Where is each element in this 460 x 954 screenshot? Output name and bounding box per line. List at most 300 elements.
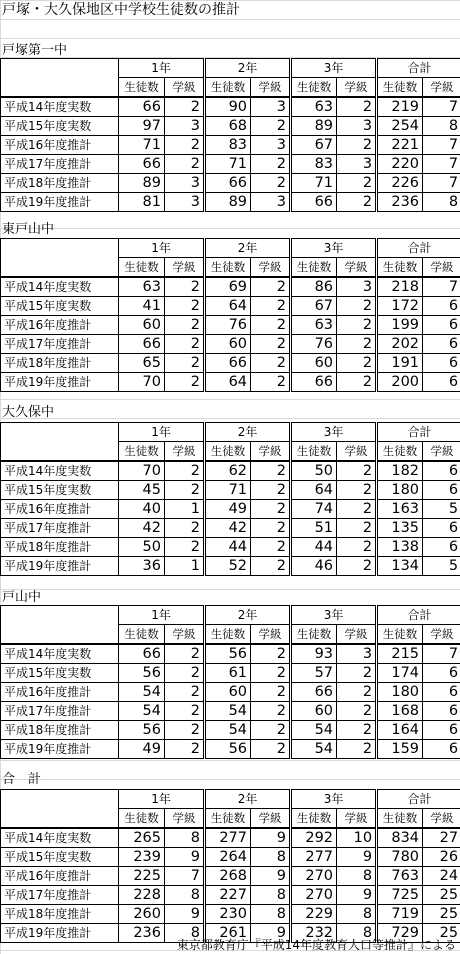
header-classes: 学級	[423, 78, 460, 98]
enrollment-table	[0, 789, 460, 943]
table-row	[1, 740, 460, 759]
row-label: 平成15年度実数	[1, 481, 119, 500]
cell-classes: 2	[165, 97, 205, 117]
cell-classes: 2	[337, 557, 377, 576]
cell-classes: 2	[251, 644, 291, 664]
row-label: 平成14年度実数	[1, 277, 119, 297]
cell-students: 225	[119, 867, 165, 886]
cell-students: 135	[377, 519, 423, 538]
cell-classes: 6	[423, 702, 460, 721]
header-row-columns	[1, 809, 460, 829]
cell-classes: 10	[337, 828, 377, 848]
cell-classes: 7	[423, 644, 460, 664]
cell-classes: 2	[337, 702, 377, 721]
header-row-groups	[1, 606, 460, 625]
cell-students: 68	[205, 117, 251, 136]
cell-classes: 8	[337, 924, 377, 943]
cell-classes: 8	[423, 193, 460, 212]
header-classes: 学級	[337, 625, 377, 645]
table-row	[1, 373, 460, 392]
row-label: 平成16年度推計	[1, 500, 119, 519]
cell-students: 89	[291, 117, 337, 136]
header-grade2: 2年	[205, 606, 291, 625]
table-row	[1, 461, 460, 481]
cell-students: 67	[291, 297, 337, 316]
cell-students: 226	[377, 174, 423, 193]
cell-classes: 8	[251, 848, 291, 867]
cell-classes: 24	[423, 867, 460, 886]
cell-classes: 2	[251, 174, 291, 193]
header-classes: 学級	[165, 258, 205, 278]
cell-students: 221	[377, 136, 423, 155]
header-students: 生徒数	[205, 442, 251, 462]
row-label: 平成16年度推計	[1, 316, 119, 335]
cell-students: 93	[291, 644, 337, 664]
cell-classes: 2	[165, 354, 205, 373]
row-label: 平成17年度推計	[1, 886, 119, 905]
table-row	[1, 557, 460, 576]
header-corner	[1, 625, 119, 645]
header-classes: 学級	[251, 258, 291, 278]
header-students: 生徒数	[119, 809, 165, 829]
header-total: 合計	[377, 423, 460, 442]
header-corner	[1, 442, 119, 462]
header-corner	[1, 790, 119, 809]
header-students: 生徒数	[205, 625, 251, 645]
cell-classes: 9	[251, 924, 291, 943]
table-row	[1, 297, 460, 316]
source-note: 東京都教育庁『平成14年度教育人口等推計』による	[176, 938, 456, 952]
cell-students: 66	[291, 373, 337, 392]
header-classes: 学級	[423, 625, 460, 645]
header-corner	[1, 809, 119, 829]
cell-students: 236	[377, 193, 423, 212]
section-label: 東戸山中	[2, 222, 55, 237]
cell-students: 54	[205, 702, 251, 721]
cell-classes: 1	[165, 557, 205, 576]
header-grade1: 1年	[119, 239, 205, 258]
row-label: 平成19年度推計	[1, 924, 119, 943]
section-label: 大久保中	[2, 405, 55, 420]
cell-students: 60	[205, 683, 251, 702]
header-corner	[1, 78, 119, 98]
cell-classes: 2	[165, 702, 205, 721]
cell-classes: 6	[423, 481, 460, 500]
header-corner	[1, 606, 119, 625]
row-label: 平成14年度実数	[1, 461, 119, 481]
cell-classes: 9	[337, 848, 377, 867]
cell-students: 44	[205, 538, 251, 557]
cell-classes: 2	[165, 740, 205, 759]
enrollment-table	[0, 238, 460, 392]
header-corner	[1, 423, 119, 442]
header-classes: 学級	[251, 809, 291, 829]
row-label: 平成18年度推計	[1, 905, 119, 924]
header-students: 生徒数	[377, 78, 423, 98]
cell-classes: 2	[251, 461, 291, 481]
cell-students: 63	[291, 97, 337, 117]
table-row	[1, 702, 460, 721]
cell-students: 64	[205, 373, 251, 392]
cell-classes: 2	[251, 721, 291, 740]
cell-students: 218	[377, 277, 423, 297]
header-students: 生徒数	[119, 442, 165, 462]
header-grade1: 1年	[119, 606, 205, 625]
cell-students: 71	[291, 174, 337, 193]
cell-students: 42	[205, 519, 251, 538]
cell-classes: 6	[423, 354, 460, 373]
cell-students: 66	[205, 354, 251, 373]
cell-students: 164	[377, 721, 423, 740]
cell-students: 57	[291, 664, 337, 683]
cell-classes: 2	[337, 683, 377, 702]
section-label: 戸塚第一中	[2, 43, 68, 58]
table-row	[1, 193, 460, 212]
cell-classes: 7	[423, 277, 460, 297]
cell-students: 66	[119, 335, 165, 354]
cell-students: 182	[377, 461, 423, 481]
cell-classes: 6	[423, 683, 460, 702]
cell-classes: 6	[423, 740, 460, 759]
row-label: 平成18年度推計	[1, 721, 119, 740]
cell-students: 229	[291, 905, 337, 924]
cell-students: 56	[205, 740, 251, 759]
table-row	[1, 828, 460, 848]
cell-students: 270	[291, 886, 337, 905]
header-students: 生徒数	[205, 258, 251, 278]
cell-students: 66	[119, 644, 165, 664]
header-students: 生徒数	[291, 78, 337, 98]
header-classes: 学級	[337, 258, 377, 278]
cell-classes: 2	[337, 664, 377, 683]
cell-classes: 7	[165, 867, 205, 886]
cell-classes: 2	[337, 481, 377, 500]
cell-classes: 2	[165, 136, 205, 155]
header-grade3: 3年	[291, 606, 377, 625]
cell-students: 81	[119, 193, 165, 212]
cell-classes: 6	[423, 316, 460, 335]
header-students: 生徒数	[291, 809, 337, 829]
cell-students: 232	[291, 924, 337, 943]
row-label: 平成18年度推計	[1, 354, 119, 373]
header-row-groups	[1, 790, 460, 809]
header-row-groups	[1, 59, 460, 78]
cell-students: 268	[205, 867, 251, 886]
cell-classes: 7	[423, 136, 460, 155]
row-label: 平成19年度推計	[1, 373, 119, 392]
row-label: 平成14年度実数	[1, 828, 119, 848]
cell-students: 74	[291, 500, 337, 519]
cell-students: 45	[119, 481, 165, 500]
cell-classes: 2	[251, 683, 291, 702]
cell-classes: 27	[423, 828, 460, 848]
cell-classes: 6	[423, 519, 460, 538]
table-row	[1, 848, 460, 867]
table-row	[1, 354, 460, 373]
cell-classes: 3	[337, 644, 377, 664]
cell-classes: 2	[251, 335, 291, 354]
cell-classes: 2	[251, 117, 291, 136]
cell-classes: 2	[165, 316, 205, 335]
cell-classes: 25	[423, 905, 460, 924]
cell-students: 277	[291, 848, 337, 867]
header-row-groups	[1, 239, 460, 258]
cell-classes: 2	[337, 193, 377, 212]
cell-students: 134	[377, 557, 423, 576]
cell-students: 66	[291, 193, 337, 212]
cell-students: 230	[205, 905, 251, 924]
header-grade2: 2年	[205, 59, 291, 78]
cell-classes: 2	[165, 297, 205, 316]
cell-classes: 6	[423, 664, 460, 683]
cell-students: 86	[291, 277, 337, 297]
cell-students: 46	[291, 557, 337, 576]
cell-classes: 2	[165, 538, 205, 557]
cell-students: 261	[205, 924, 251, 943]
header-grade1: 1年	[119, 790, 205, 809]
cell-classes: 2	[337, 461, 377, 481]
cell-classes: 8	[165, 828, 205, 848]
cell-classes: 3	[251, 97, 291, 117]
cell-classes: 2	[337, 740, 377, 759]
row-label: 平成18年度推計	[1, 538, 119, 557]
header-classes: 学級	[423, 258, 460, 278]
cell-students: 63	[119, 277, 165, 297]
cell-classes: 25	[423, 924, 460, 943]
cell-students: 52	[205, 557, 251, 576]
cell-students: 60	[291, 354, 337, 373]
header-students: 生徒数	[377, 809, 423, 829]
cell-students: 71	[119, 136, 165, 155]
cell-students: 42	[119, 519, 165, 538]
cell-classes: 2	[251, 740, 291, 759]
cell-students: 264	[205, 848, 251, 867]
cell-students: 49	[205, 500, 251, 519]
cell-students: 228	[119, 886, 165, 905]
cell-classes: 3	[165, 193, 205, 212]
cell-classes: 2	[251, 481, 291, 500]
cell-classes: 2	[165, 664, 205, 683]
cell-classes: 2	[337, 500, 377, 519]
cell-students: 200	[377, 373, 423, 392]
cell-students: 50	[291, 461, 337, 481]
row-label: 平成17年度推計	[1, 335, 119, 354]
cell-students: 180	[377, 481, 423, 500]
header-grade3: 3年	[291, 790, 377, 809]
table-row	[1, 335, 460, 354]
header-classes: 学級	[251, 442, 291, 462]
table-row	[1, 277, 460, 297]
cell-classes: 25	[423, 886, 460, 905]
cell-students: 168	[377, 702, 423, 721]
row-label: 平成19年度推計	[1, 193, 119, 212]
cell-students: 66	[119, 97, 165, 117]
cell-classes: 9	[337, 886, 377, 905]
cell-students: 199	[377, 316, 423, 335]
cell-students: 54	[119, 702, 165, 721]
cell-classes: 2	[165, 373, 205, 392]
cell-classes: 3	[165, 174, 205, 193]
header-grade2: 2年	[205, 423, 291, 442]
header-total: 合計	[377, 239, 460, 258]
header-classes: 学級	[251, 78, 291, 98]
cell-classes: 3	[251, 136, 291, 155]
cell-classes: 2	[337, 316, 377, 335]
cell-students: 66	[291, 683, 337, 702]
header-row-columns	[1, 625, 460, 645]
cell-classes: 6	[423, 335, 460, 354]
row-label: 平成17年度推計	[1, 702, 119, 721]
row-label: 平成19年度推計	[1, 740, 119, 759]
row-label: 平成18年度推計	[1, 174, 119, 193]
header-classes: 学級	[337, 442, 377, 462]
header-classes: 学級	[251, 625, 291, 645]
table-row	[1, 117, 460, 136]
header-total: 合計	[377, 59, 460, 78]
cell-classes: 8	[337, 905, 377, 924]
header-students: 生徒数	[291, 442, 337, 462]
cell-students: 50	[119, 538, 165, 557]
cell-classes: 2	[337, 354, 377, 373]
cell-students: 220	[377, 155, 423, 174]
table-row	[1, 664, 460, 683]
cell-classes: 5	[423, 557, 460, 576]
cell-classes: 6	[423, 297, 460, 316]
cell-students: 236	[119, 924, 165, 943]
cell-classes: 8	[251, 905, 291, 924]
cell-classes: 2	[165, 461, 205, 481]
cell-classes: 7	[423, 97, 460, 117]
header-row-columns	[1, 78, 460, 98]
cell-students: 292	[291, 828, 337, 848]
cell-students: 70	[119, 373, 165, 392]
cell-classes: 2	[251, 155, 291, 174]
table-row	[1, 867, 460, 886]
cell-classes: 2	[251, 373, 291, 392]
header-students: 生徒数	[377, 258, 423, 278]
cell-students: 138	[377, 538, 423, 557]
cell-classes: 2	[251, 297, 291, 316]
cell-students: 159	[377, 740, 423, 759]
header-students: 生徒数	[377, 625, 423, 645]
cell-classes: 6	[423, 373, 460, 392]
cell-classes: 6	[423, 721, 460, 740]
cell-classes: 2	[251, 557, 291, 576]
cell-students: 76	[205, 316, 251, 335]
cell-students: 64	[205, 297, 251, 316]
row-label: 平成16年度推計	[1, 867, 119, 886]
cell-classes: 2	[251, 519, 291, 538]
cell-classes: 2	[337, 721, 377, 740]
header-classes: 学級	[165, 78, 205, 98]
cell-students: 54	[291, 721, 337, 740]
header-classes: 学級	[165, 442, 205, 462]
header-classes: 学級	[337, 809, 377, 829]
cell-classes: 2	[337, 538, 377, 557]
cell-classes: 26	[423, 848, 460, 867]
cell-students: 66	[205, 174, 251, 193]
header-classes: 学級	[165, 625, 205, 645]
cell-students: 54	[205, 721, 251, 740]
cell-classes: 3	[337, 155, 377, 174]
cell-students: 83	[205, 136, 251, 155]
cell-classes: 9	[165, 905, 205, 924]
header-students: 生徒数	[119, 258, 165, 278]
row-label: 平成15年度実数	[1, 848, 119, 867]
cell-students: 227	[205, 886, 251, 905]
cell-classes: 2	[251, 354, 291, 373]
cell-students: 725	[377, 886, 423, 905]
cell-students: 729	[377, 924, 423, 943]
cell-students: 67	[291, 136, 337, 155]
table-row	[1, 721, 460, 740]
cell-students: 36	[119, 557, 165, 576]
cell-students: 780	[377, 848, 423, 867]
cell-students: 51	[291, 519, 337, 538]
cell-classes: 2	[165, 155, 205, 174]
header-total: 合計	[377, 790, 460, 809]
header-students: 生徒数	[205, 809, 251, 829]
table-row	[1, 886, 460, 905]
header-students: 生徒数	[377, 442, 423, 462]
cell-students: 62	[205, 461, 251, 481]
cell-students: 89	[119, 174, 165, 193]
table-row	[1, 136, 460, 155]
header-corner	[1, 59, 119, 78]
row-label: 平成15年度実数	[1, 297, 119, 316]
cell-classes: 1	[165, 500, 205, 519]
cell-students: 215	[377, 644, 423, 664]
cell-students: 70	[119, 461, 165, 481]
cell-students: 40	[119, 500, 165, 519]
cell-students: 191	[377, 354, 423, 373]
cell-students: 41	[119, 297, 165, 316]
cell-classes: 2	[251, 538, 291, 557]
cell-classes: 2	[165, 481, 205, 500]
cell-students: 66	[119, 155, 165, 174]
cell-students: 54	[291, 740, 337, 759]
table-row	[1, 644, 460, 664]
cell-classes: 8	[165, 924, 205, 943]
table-row	[1, 519, 460, 538]
cell-students: 239	[119, 848, 165, 867]
row-label: 平成19年度推計	[1, 557, 119, 576]
cell-classes: 3	[337, 117, 377, 136]
cell-students: 89	[205, 193, 251, 212]
cell-classes: 5	[423, 500, 460, 519]
header-classes: 学級	[165, 809, 205, 829]
cell-students: 65	[119, 354, 165, 373]
cell-classes: 2	[337, 297, 377, 316]
header-grade2: 2年	[205, 239, 291, 258]
cell-students: 219	[377, 97, 423, 117]
cell-students: 277	[205, 828, 251, 848]
cell-classes: 8	[165, 886, 205, 905]
cell-students: 71	[205, 155, 251, 174]
enrollment-table	[0, 422, 460, 576]
cell-classes: 2	[251, 702, 291, 721]
cell-classes: 6	[423, 461, 460, 481]
table-row	[1, 905, 460, 924]
row-label: 平成14年度実数	[1, 97, 119, 117]
cell-classes: 2	[251, 500, 291, 519]
cell-classes: 2	[165, 721, 205, 740]
header-students: 生徒数	[205, 78, 251, 98]
header-row-columns	[1, 258, 460, 278]
cell-classes: 2	[165, 644, 205, 664]
table-row	[1, 97, 460, 117]
header-grade3: 3年	[291, 423, 377, 442]
